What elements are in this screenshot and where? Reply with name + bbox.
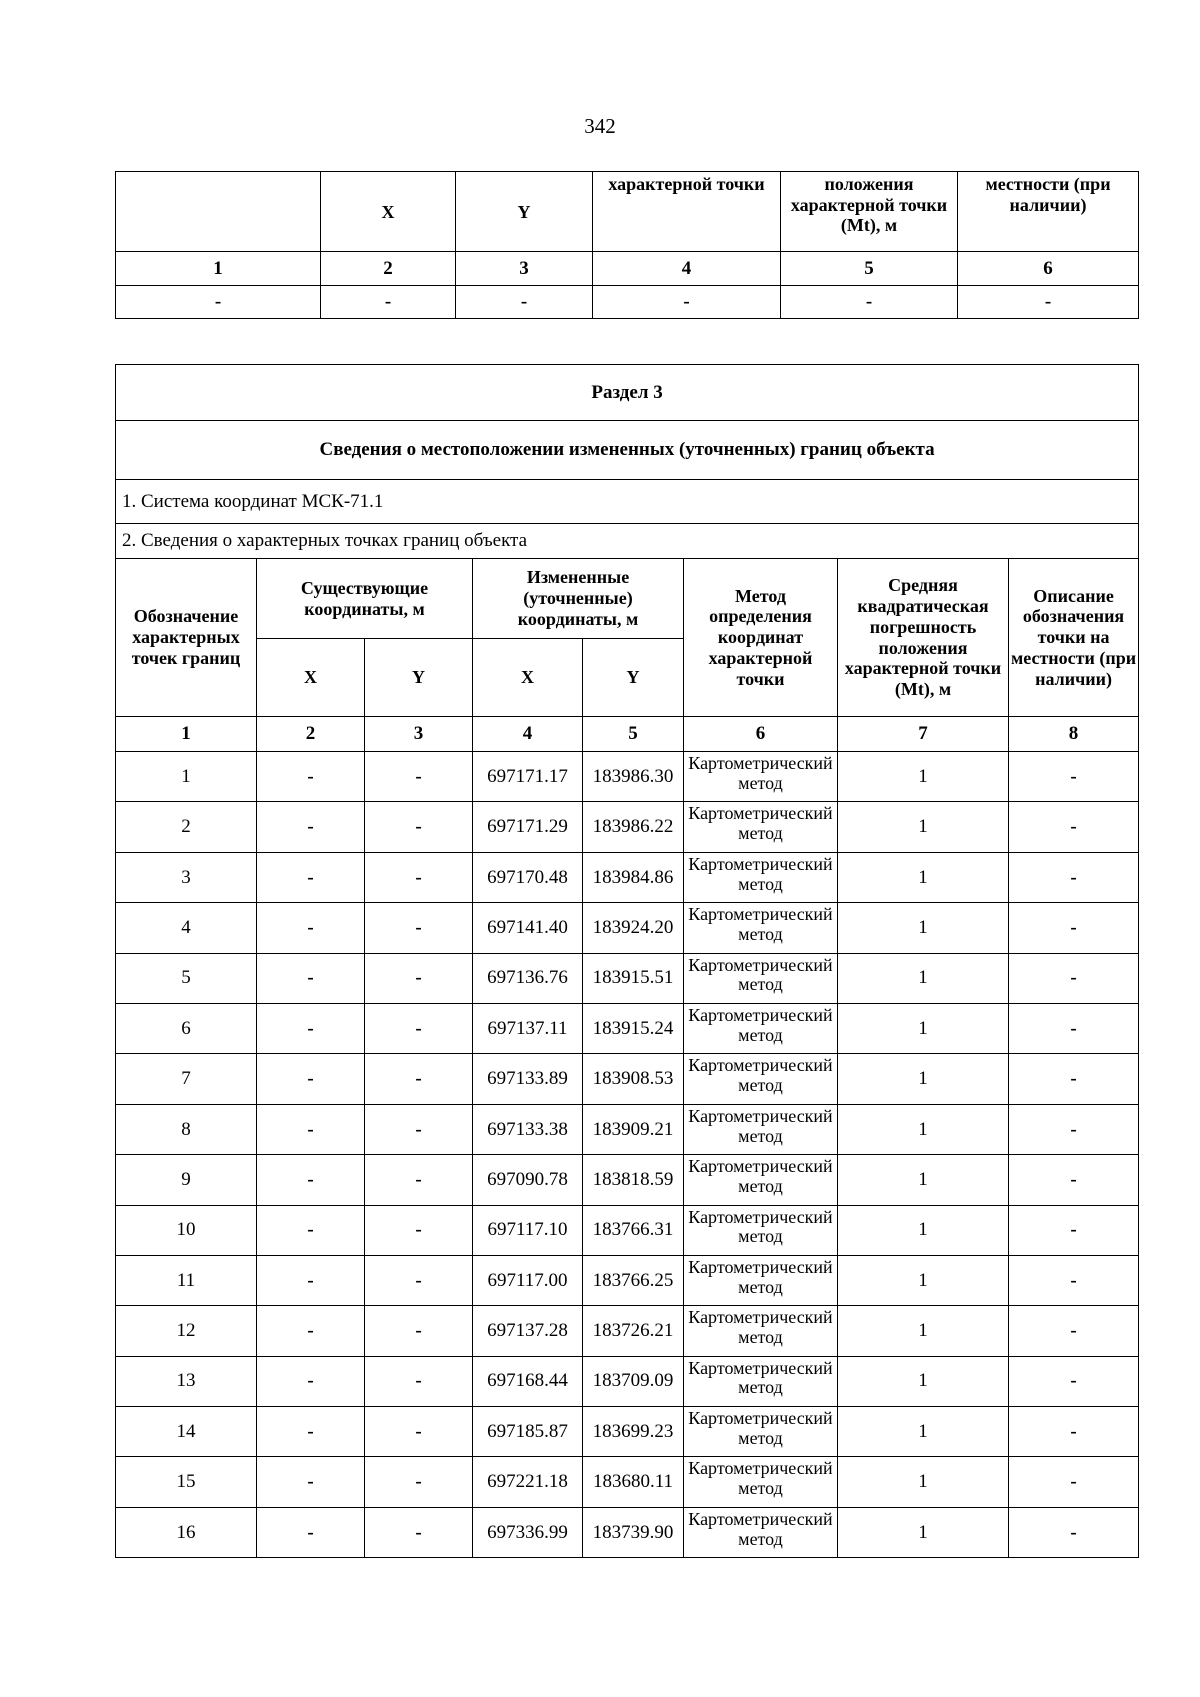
point-number-cell: 12 (116, 1306, 257, 1356)
points-caption: 2. Сведения о характерных точках границ объекта (116, 524, 1139, 559)
changed-y-cell: 183915.51 (583, 953, 684, 1003)
existing-x-cell: - (257, 903, 365, 953)
changed-y-cell: 183766.25 (583, 1255, 684, 1305)
existing-x-cell: - (257, 1507, 365, 1557)
existing-x-cell: - (257, 1205, 365, 1255)
description-cell: - (1009, 752, 1139, 802)
point-number-cell: 1 (116, 752, 257, 802)
point-number-cell: 9 (116, 1155, 257, 1205)
existing-x-cell: - (257, 1003, 365, 1053)
header-existing-coords: Существующие координаты, м (257, 559, 473, 639)
header-description: Описание обозначения точки на местности (при наличии) (1009, 559, 1139, 717)
existing-y-cell: - (365, 1306, 473, 1356)
description-cell: - (1009, 1255, 1139, 1305)
table-cell: - (958, 286, 1139, 319)
description-cell: - (1009, 852, 1139, 902)
header-cell: положения характерной точки (Mt), м (781, 172, 958, 252)
changed-y-cell: 183726.21 (583, 1306, 684, 1356)
section-subtitle: Сведения о местоположении измененных (уточненных) границ объекта (116, 421, 1139, 480)
continued-header-row (116, 172, 1139, 252)
changed-y-cell: 183909.21 (583, 1104, 684, 1154)
point-number-cell: 5 (116, 953, 257, 1003)
column-number: 5 (781, 252, 958, 286)
table-row (116, 1054, 1139, 1104)
mean-error-cell: 1 (838, 1306, 1009, 1356)
point-number-cell: 3 (116, 852, 257, 902)
method-cell: Картометрический метод (684, 1356, 838, 1406)
changed-y-cell: 183915.24 (583, 1003, 684, 1053)
table-row (116, 286, 1139, 319)
point-number-cell: 2 (116, 802, 257, 852)
column-number: 3 (456, 252, 593, 286)
changed-y-cell: 183818.59 (583, 1155, 684, 1205)
changed-x-cell: 697141.40 (473, 903, 583, 953)
changed-x-cell: 697117.00 (473, 1255, 583, 1305)
description-cell: - (1009, 1407, 1139, 1457)
changed-y-cell: 183699.23 (583, 1407, 684, 1457)
table-cell: - (116, 286, 321, 319)
table-row (116, 1155, 1139, 1205)
mean-error-cell: 1 (838, 1255, 1009, 1305)
header-changed-coords: Измененные (уточненные) координаты, м (473, 559, 684, 639)
changed-y-cell: 183924.20 (583, 903, 684, 953)
description-cell: - (1009, 1104, 1139, 1154)
existing-y-cell: - (365, 1054, 473, 1104)
method-cell: Картометрический метод (684, 1155, 838, 1205)
column-number: 1 (116, 717, 257, 752)
table-row (116, 802, 1139, 852)
continued-table (115, 171, 1139, 319)
mean-error-cell: 1 (838, 1205, 1009, 1255)
table-row (116, 1104, 1139, 1154)
description-cell: - (1009, 1155, 1139, 1205)
point-number-cell: 6 (116, 1003, 257, 1053)
column-number-row (116, 252, 1139, 286)
existing-x-cell: - (257, 1457, 365, 1507)
changed-y-cell: 183984.86 (583, 852, 684, 902)
existing-y-cell: - (365, 1407, 473, 1457)
existing-y-cell: - (365, 1255, 473, 1305)
existing-y-cell: - (365, 1003, 473, 1053)
changed-x-cell: 697185.87 (473, 1407, 583, 1457)
column-number: 4 (593, 252, 781, 286)
table-row (116, 1407, 1139, 1457)
changed-y-cell: 183986.22 (583, 802, 684, 852)
point-number-cell: 7 (116, 1054, 257, 1104)
existing-x-cell: - (257, 1104, 365, 1154)
existing-y-cell: - (365, 1356, 473, 1406)
table-row (116, 752, 1139, 802)
table-row (116, 903, 1139, 953)
changed-x-cell: 697136.76 (473, 953, 583, 1003)
changed-x-cell: 697137.28 (473, 1306, 583, 1356)
changed-x-cell: 697170.48 (473, 852, 583, 902)
point-number-cell: 14 (116, 1407, 257, 1457)
changed-x-cell: 697171.17 (473, 752, 583, 802)
table-row (116, 953, 1139, 1003)
header-changed-x: X (473, 639, 583, 717)
existing-x-cell: - (257, 1155, 365, 1205)
header-cell (116, 172, 321, 252)
mean-error-cell: 1 (838, 752, 1009, 802)
header-method: Метод определения координат характерной точки (684, 559, 838, 717)
column-number: 3 (365, 717, 473, 752)
point-number-cell: 16 (116, 1507, 257, 1557)
header-cell: Y (456, 172, 593, 252)
column-number: 2 (321, 252, 456, 286)
mean-error-cell: 1 (838, 1155, 1009, 1205)
existing-y-cell: - (365, 1155, 473, 1205)
column-number: 5 (583, 717, 684, 752)
changed-x-cell: 697171.29 (473, 802, 583, 852)
description-cell: - (1009, 1003, 1139, 1053)
existing-y-cell: - (365, 953, 473, 1003)
section-3-table (115, 364, 1139, 1558)
column-number: 8 (1009, 717, 1139, 752)
description-cell: - (1009, 1356, 1139, 1406)
table-row (116, 1507, 1139, 1557)
mean-error-cell: 1 (838, 1507, 1009, 1557)
method-cell: Картометрический метод (684, 1104, 838, 1154)
section-title: Раздел 3 (116, 365, 1139, 421)
point-number-cell: 8 (116, 1104, 257, 1154)
method-cell: Картометрический метод (684, 802, 838, 852)
changed-y-cell: 183709.09 (583, 1356, 684, 1406)
header-changed-y: Y (583, 639, 684, 717)
header-cell: местности (при наличии) (958, 172, 1139, 252)
header-existing-x: X (257, 639, 365, 717)
existing-x-cell: - (257, 802, 365, 852)
method-cell: Картометрический метод (684, 852, 838, 902)
column-number: 1 (116, 252, 321, 286)
method-cell: Картометрический метод (684, 1255, 838, 1305)
table-cell: - (593, 286, 781, 319)
description-cell: - (1009, 1205, 1139, 1255)
mean-error-cell: 1 (838, 903, 1009, 953)
mean-error-cell: 1 (838, 1003, 1009, 1053)
existing-y-cell: - (365, 752, 473, 802)
column-number: 4 (473, 717, 583, 752)
page-number: 342 (584, 114, 616, 138)
table-row (116, 1356, 1139, 1406)
mean-error-cell: 1 (838, 1407, 1009, 1457)
description-cell: - (1009, 953, 1139, 1003)
description-cell: - (1009, 1507, 1139, 1557)
header-error: Средняя квадратическая погрешность положения характерной точки (Mt), м (838, 559, 1009, 717)
table-cell: - (321, 286, 456, 319)
description-cell: - (1009, 1306, 1139, 1356)
method-cell: Картометрический метод (684, 752, 838, 802)
column-number: 2 (257, 717, 365, 752)
header-cell: X (321, 172, 456, 252)
mean-error-cell: 1 (838, 1356, 1009, 1406)
existing-y-cell: - (365, 852, 473, 902)
table-row (116, 1457, 1139, 1507)
changed-y-cell: 183986.30 (583, 752, 684, 802)
changed-x-cell: 697221.18 (473, 1457, 583, 1507)
point-number-cell: 4 (116, 903, 257, 953)
changed-y-cell: 183766.31 (583, 1205, 684, 1255)
changed-x-cell: 697133.38 (473, 1104, 583, 1154)
column-number: 6 (958, 252, 1139, 286)
changed-x-cell: 697133.89 (473, 1054, 583, 1104)
point-number-cell: 10 (116, 1205, 257, 1255)
existing-x-cell: - (257, 953, 365, 1003)
existing-x-cell: - (257, 752, 365, 802)
existing-y-cell: - (365, 1104, 473, 1154)
changed-x-cell: 697168.44 (473, 1356, 583, 1406)
mean-error-cell: 1 (838, 1104, 1009, 1154)
changed-x-cell: 697117.10 (473, 1205, 583, 1255)
table-row (116, 1255, 1139, 1305)
mean-error-cell: 1 (838, 852, 1009, 902)
description-cell: - (1009, 1457, 1139, 1507)
coordinate-system: 1. Система координат МСК-71.1 (116, 480, 1139, 524)
mean-error-cell: 1 (838, 802, 1009, 852)
method-cell: Картометрический метод (684, 1306, 838, 1356)
point-number-cell: 11 (116, 1255, 257, 1305)
table-cell: - (781, 286, 958, 319)
header-designation: Обозначение характерных точек границ (116, 559, 257, 717)
changed-y-cell: 183739.90 (583, 1507, 684, 1557)
column-number-row (116, 717, 1139, 752)
method-cell: Картометрический метод (684, 1507, 838, 1557)
column-number: 6 (684, 717, 838, 752)
mean-error-cell: 1 (838, 953, 1009, 1003)
changed-y-cell: 183908.53 (583, 1054, 684, 1104)
method-cell: Картометрический метод (684, 1054, 838, 1104)
point-number-cell: 15 (116, 1457, 257, 1507)
existing-y-cell: - (365, 903, 473, 953)
changed-x-cell: 697090.78 (473, 1155, 583, 1205)
method-cell: Картометрический метод (684, 1003, 838, 1053)
table-cell: - (456, 286, 593, 319)
table-row (116, 1205, 1139, 1255)
existing-y-cell: - (365, 1457, 473, 1507)
existing-x-cell: - (257, 852, 365, 902)
existing-y-cell: - (365, 1205, 473, 1255)
changed-x-cell: 697336.99 (473, 1507, 583, 1557)
method-cell: Картометрический метод (684, 1205, 838, 1255)
existing-y-cell: - (365, 1507, 473, 1557)
table-row (116, 1003, 1139, 1053)
column-number: 7 (838, 717, 1009, 752)
description-cell: - (1009, 802, 1139, 852)
method-cell: Картометрический метод (684, 1457, 838, 1507)
existing-x-cell: - (257, 1054, 365, 1104)
header-cell: характерной точки (593, 172, 781, 252)
table-row (116, 852, 1139, 902)
existing-x-cell: - (257, 1306, 365, 1356)
existing-x-cell: - (257, 1356, 365, 1406)
method-cell: Картометрический метод (684, 953, 838, 1003)
changed-x-cell: 697137.11 (473, 1003, 583, 1053)
existing-x-cell: - (257, 1255, 365, 1305)
mean-error-cell: 1 (838, 1457, 1009, 1507)
existing-x-cell: - (257, 1407, 365, 1457)
existing-y-cell: - (365, 802, 473, 852)
table-row (116, 1306, 1139, 1356)
description-cell: - (1009, 1054, 1139, 1104)
changed-y-cell: 183680.11 (583, 1457, 684, 1507)
method-cell: Картометрический метод (684, 1407, 838, 1457)
point-number-cell: 13 (116, 1356, 257, 1406)
method-cell: Картометрический метод (684, 903, 838, 953)
description-cell: - (1009, 903, 1139, 953)
header-existing-y: Y (365, 639, 473, 717)
mean-error-cell: 1 (838, 1054, 1009, 1104)
